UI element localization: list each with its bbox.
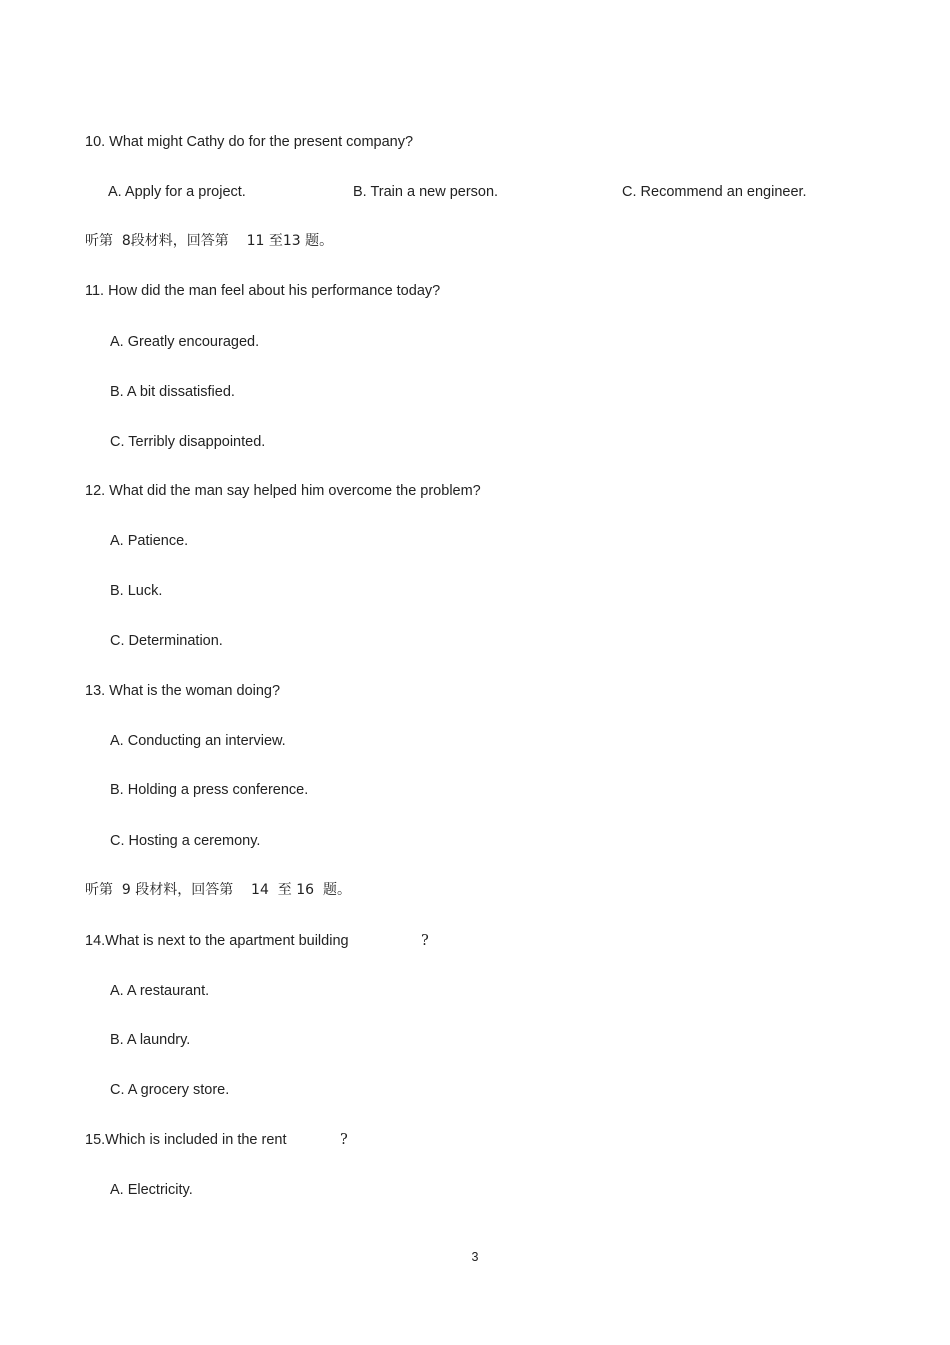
question-10-option-c: C. Recommend an engineer. [622,184,807,200]
question-10-option-b: B. Train a new person. [353,184,499,200]
page-number: 3 [471,1250,479,1264]
question-11-option-b: B. A bit dissatisfied. [110,384,235,400]
question-12-option-a: A. Patience. [110,533,189,549]
question-14-option-b: B. A laundry. [110,1032,191,1048]
question-15-question-mark: ? [340,1132,348,1148]
question-15-option-a: A. Electricity. [110,1182,193,1198]
question-13-option-c: C. Hosting a ceremony. [110,833,261,849]
question-13-option-b: B. Holding a press conference. [110,782,309,798]
question-12-option-c: C. Determination. [110,633,223,649]
question-13-option-a: A. Conducting an interview. [110,733,286,749]
question-10-stem: 10. What might Cathy do for the present company? [85,134,414,150]
question-14-question-mark: ? [421,933,429,949]
section-8-instruction: 听第 8段材料，回答第 11 至13 题。 [85,233,334,249]
section-9-instruction: 听第 9 段材料，回答第 14 至 16 题。 [85,882,351,898]
question-13-stem: 13. What is the woman doing? [85,683,281,699]
question-10-option-a: A. Apply for a project. [108,184,246,200]
question-11-stem: 11. How did the man feel about his performance today? [85,283,441,299]
question-15-stem: 15.Which is included in the rent [85,1132,287,1148]
question-11-option-c: C. Terribly disappointed. [110,434,266,450]
question-11-option-a: A. Greatly encouraged. [110,334,260,350]
question-12-option-b: B. Luck. [110,583,163,599]
question-12-stem: 12. What did the man say helped him overcome the problem? [85,483,481,499]
question-14-stem: 14.What is next to the apartment building [85,933,349,949]
question-14-option-c: C. A grocery store. [110,1082,230,1098]
question-14-option-a: A. A restaurant. [110,983,210,999]
